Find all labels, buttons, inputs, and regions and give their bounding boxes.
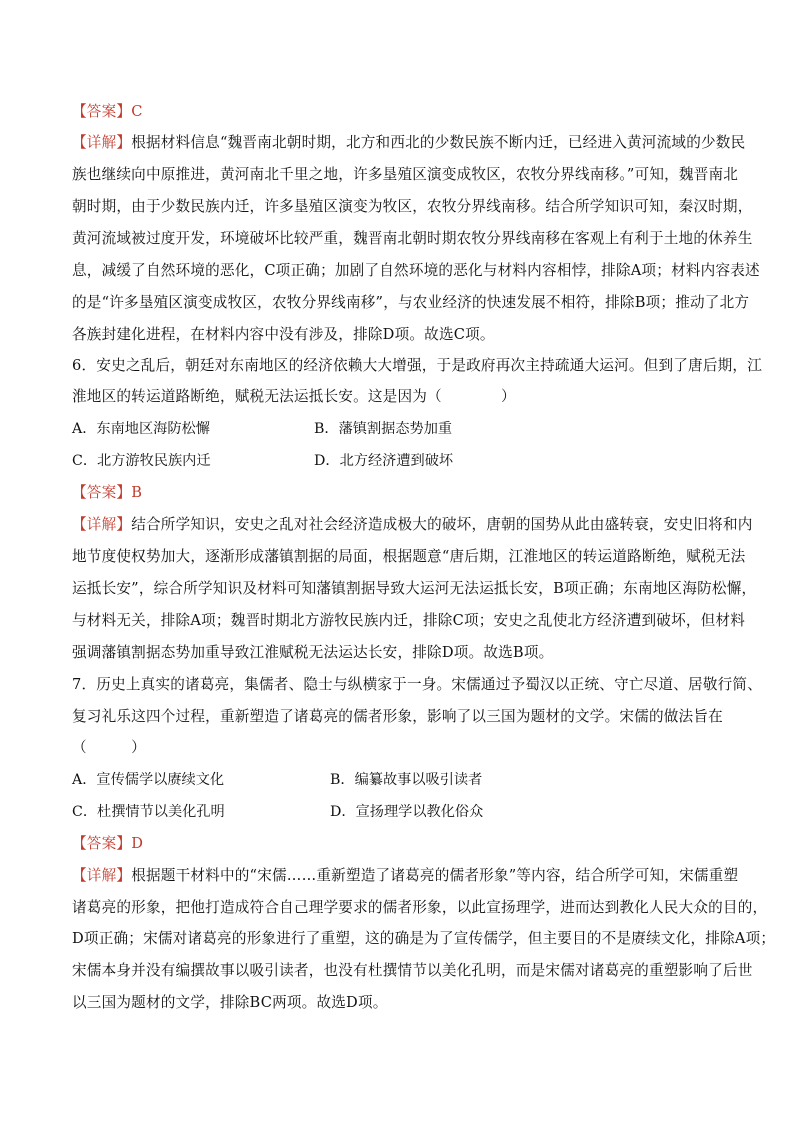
q6-detail-line: 地节度使权势加大，逐渐形成藩镇割据的局面，根据题意“唐后期，江淮地区的转运道路断绝，赋税无法: [72, 548, 746, 565]
q6-detail-line: 强调藩镇割据态势加重导致江淮赋税无法运达长安，排除D项。故选B项。: [72, 644, 554, 661]
q7-detail-line: 【详解】根据题干材料中的“宋儒……重新塑造了诸葛亮的儒者形象”等内容，结合所学可知，宋儒重塑: [72, 867, 739, 884]
detail-label: 【详解】: [72, 134, 132, 151]
q5-detail-line: 的是“许多垦殖区演变成牧区，农牧分界线南移”，与农业经济的快速发展不相符，排除B项；推动了北方: [72, 294, 750, 311]
detail-label: 【详解】: [72, 867, 132, 884]
q7-detail-line: D项正确；宋儒对诸葛亮的形象进行了重塑，这的确是为了宣传儒学，但主要目的不是赓续文化，排除A项；: [72, 930, 776, 947]
q5-detail-line: 息，减缓了自然环境的恶化，C项正确；加剧了自然环境的恶化与材料内容相悖，排除A项；材料内容表述: [72, 262, 760, 279]
answer-value: C: [131, 103, 143, 120]
q6-detail-line: 【详解】结合所学知识，安史之乱对社会经济造成极大的破坏，唐朝的国势从此由盛转衰，安史旧将和内: [72, 516, 753, 533]
q5-detail-line: 【详解】根据材料信息“魏晋南北朝时期，北方和西北的少数民族不断内迁，已经进入黄河流域的少数民: [72, 134, 746, 151]
detail-label: 【详解】: [72, 516, 132, 533]
q6-detail-line: 运抵长安”，综合所学知识及材料可知藩镇割据导致大运河无法运抵长安，B项正确；东南地区海防松懈，: [72, 580, 757, 597]
q6-option-b: B．藩镇割据态势加重: [314, 421, 453, 437]
q7-detail-line: 诸葛亮的形象，把他打造成符合自己理学要求的儒者形象，以此宣扬理学，进而达到教化人民大众的目的，: [72, 899, 768, 916]
q7-stem-line: 复习礼乐这四个过程，重新塑造了诸葛亮的儒者形象，影响了以三国为题材的文学。宋儒的做法旨在: [72, 708, 723, 725]
q7-option-b: B．编纂故事以吸引读者: [330, 772, 483, 788]
q6-answer: [72, 483, 142, 503]
q7-detail-line: 以三国为题材的文学，排除BC两项。故选D项。: [72, 994, 388, 1011]
answer-value: D: [131, 835, 144, 852]
q6-stem-line: 6．安史之乱后，朝廷对东南地区的经济依赖大大增强，于是政府再次主持疏通大运河。但到了唐后期，江: [72, 357, 763, 374]
q6-stem-line: 淮地区的转运道路断绝，赋税无法运抵长安。这是因为（ ）: [72, 388, 516, 405]
answer-label: 【答案】: [72, 484, 132, 501]
q7-option-d: D．宣扬理学以教化俗众: [330, 804, 484, 820]
q6-detail-line: 与材料无关，排除A项；魏晋时期北方游牧民族内迁，排除C项；安史之乱使北方经济遭到破坏，但材料: [72, 612, 746, 629]
q7-stem-line: （ ）: [72, 739, 146, 756]
q7-option-c: C．杜撰情节以美化孔明: [72, 804, 225, 820]
q6-option-c: C．北方游牧民族内迁: [72, 453, 211, 469]
q6-option-a: A．东南地区海防松懈: [72, 421, 210, 437]
q5-detail-line: 黄河流域被过度开发，环境破坏比较严重，魏晋南北朝时期农牧分界线南移在客观上有利于土地的休养生: [72, 230, 753, 247]
q5-detail-line: 族也继续向中原推进，黄河南北千里之地，许多垦殖区演变成牧区，农牧分界线南移。”可知，魏晋南北: [72, 166, 739, 183]
answer-value: B: [131, 484, 143, 501]
answer-label: 【答案】: [72, 103, 132, 120]
q5-detail-line: 朝时期，由于少数民族内迁，许多垦殖区演变为牧区，农牧分界线南移。结合所学知识可知，秦汉时期，: [72, 198, 753, 215]
q7-answer: [72, 834, 143, 854]
q5-detail-line: 各族封建化进程，在材料内容中没有涉及，排除D项。故选C项。: [72, 326, 495, 343]
answer-label: 【答案】: [72, 835, 132, 852]
q6-option-d: D．北方经济遭到破坏: [314, 453, 454, 469]
q7-detail-line: 宋儒本身并没有编撰故事以吸引读者，也没有杜撰情节以美化孔明，而是宋儒对诸葛亮的重塑影响了后世: [72, 962, 753, 979]
q7-stem-line: 7．历史上真实的诸葛亮，集儒者、隐士与纵横家于一身。宋儒通过予蜀汉以正统、守亡尽道、居敬行简、: [72, 676, 763, 693]
q7-option-a: A．宣传儒学以赓续文化: [72, 772, 225, 788]
q5-answer: [72, 102, 143, 122]
